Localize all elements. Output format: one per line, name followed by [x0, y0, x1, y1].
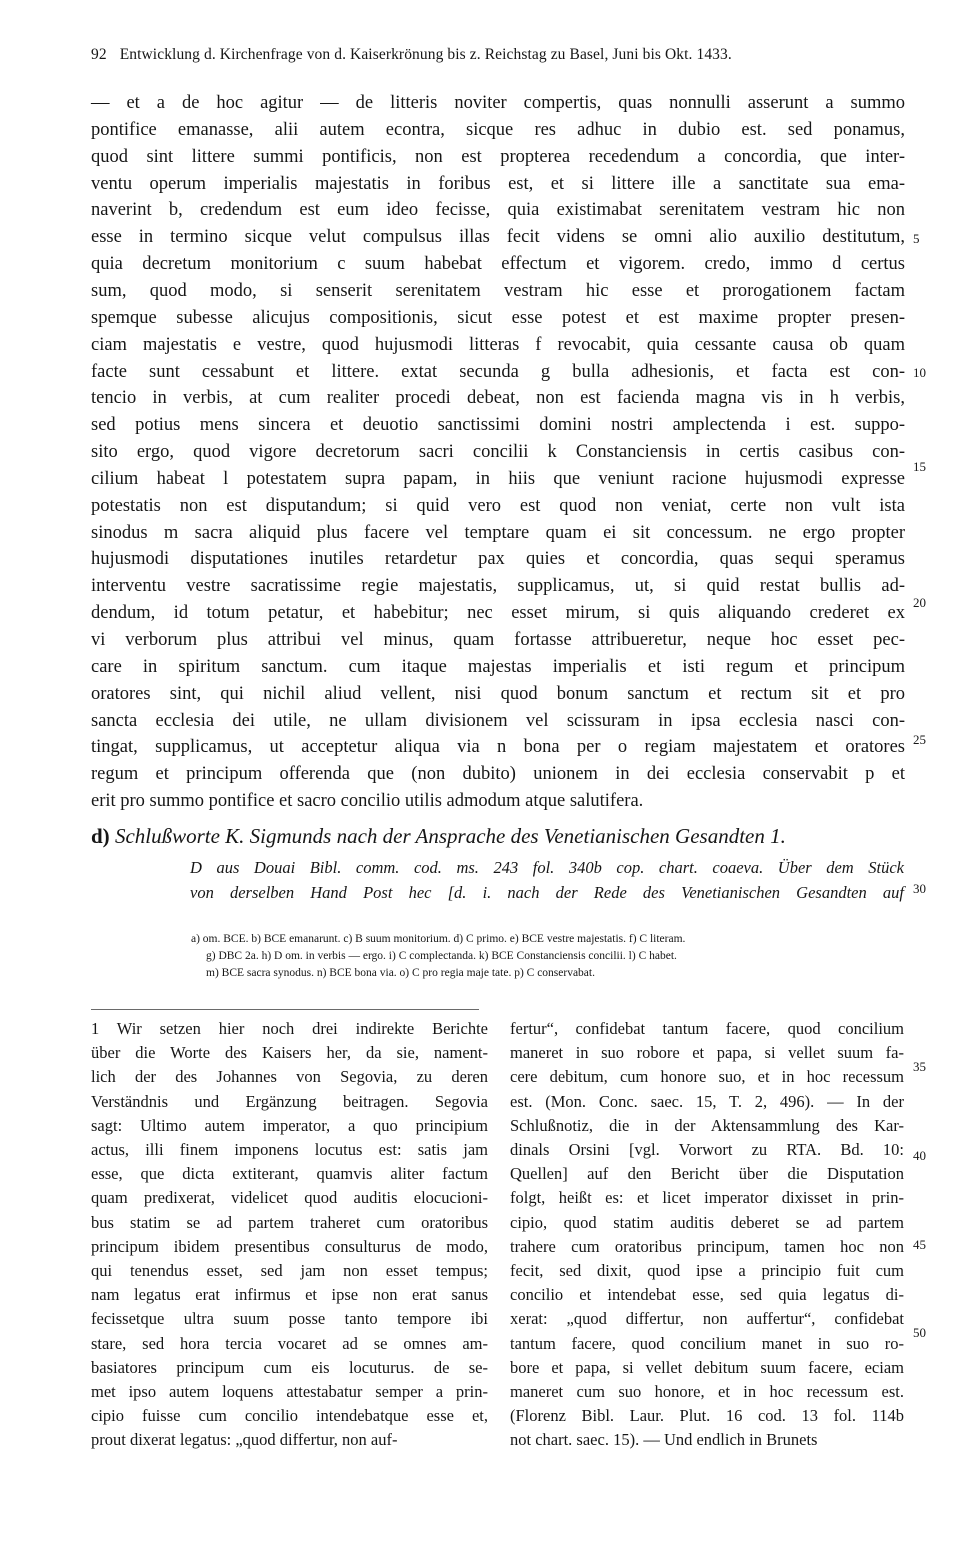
line-number: 40	[913, 1148, 926, 1163]
text-line: ventu operum imperialis majestatis in foribus est, et si littere ille a sanctitate sua ema-	[91, 173, 905, 194]
footnote-line: est. (Mon. Conc. saec. 15, T. 2, 496). — In der	[510, 1091, 904, 1111]
line-number: 10	[913, 365, 926, 380]
footnote-line: lich der des Johannes von Segovia, zu deren	[91, 1067, 488, 1087]
footnote-line: cipio fuisse cum concilio intendebatque esse et,	[91, 1406, 488, 1426]
text-line: spemque subesse alicujus compositionis, sicut esse potest et est maxime propter presen-	[91, 307, 905, 328]
footnote-line: dinals Orsini [vgl. Vorwort zu RTA. Bd. 10:	[510, 1140, 904, 1159]
footnote-line: Verständnis und Ergänzung beitragen. Segovia	[91, 1091, 488, 1111]
text-line: quia decretum monitorium c suum habebat effectum et vigorem. credo, immo d certus	[91, 254, 905, 275]
source-line: von derselben Hand Post hec [d. i. nach der Rede des Venetianischen Gesandten auf	[190, 883, 904, 902]
footnote-line: (Florenz Bibl. Laur. Plut. 16 cod. 13 fol. 114b	[510, 1406, 904, 1426]
text-line: cilium habeat l potestatem supra papam, in hiis que veniunt racione hujusmodi expresse	[91, 468, 905, 489]
footnote-line: bore et papa, si vellet debitum suum facere, eciam	[510, 1357, 904, 1377]
footnote-line: fertur“, confidebat tantum facere, quod concilium	[510, 1019, 904, 1038]
variant-line: a) om. BCE. b) BCE emanarunt. c) B suum monitorium. d) C primo. e) BCE vestre majestatis. f) C literam.	[191, 933, 686, 945]
footnote-line: über die Worte des Kaisers her, da sie, nament-	[91, 1043, 488, 1063]
footnote-line: nam legatus erat infirmus et ipse non erat sanus	[91, 1285, 488, 1305]
line-number: 45	[913, 1237, 926, 1252]
footnote-line: fecit, sed dixit, quod ipse a principio fuit cum	[510, 1261, 904, 1280]
footnote-line: qui tenendus esset, sed jam non esset tempus;	[91, 1261, 488, 1280]
footnote-line: basiatores principum cum eis locuturus. de se-	[91, 1357, 488, 1377]
footnote-line: met ipso autem loquens attestabatur semper a prin-	[91, 1382, 488, 1401]
footnote-line: 1 Wir setzen hier noch drei indirekte Berichte	[91, 1019, 488, 1038]
footnote-line: maneret cum suo honore, et in hoc recessum est.	[510, 1382, 904, 1401]
text-line: sum, quod modo, si senserit serenitatem vestram hic esse et prorogationem factam	[91, 280, 905, 301]
line-number: 50	[913, 1325, 926, 1340]
footnote-line: principum ibidem presentibus consulturus de modo,	[91, 1236, 488, 1256]
running-title: Entwicklung d. Kirchenfrage von d. Kaiserkrönung bis z. Reichstag zu Basel, Juni bis Okt. 1433.	[119, 46, 732, 63]
footnote-line: esse, que dicta extiterant, quamvis aliter factum	[91, 1164, 488, 1184]
line-number: 35	[913, 1059, 926, 1074]
text-line: quod sint littere summi pontificis, non est propterea recedendum a concordia, que inter-	[91, 146, 905, 167]
footnote-line: bus statim se ad partem traheret cum oratoribus	[91, 1212, 488, 1232]
line-number: 30	[913, 881, 926, 896]
footnote-line: trahere cum oratoribus principum, tamen hoc non	[510, 1236, 904, 1256]
footnote-line: concilio et intendebat esse, sed quia legatus di-	[510, 1285, 904, 1305]
text-line: oratores sint, qui nichil aliud vellent, nisi quod bonum sanctum et rectum sit et pro	[91, 683, 905, 704]
footnote-divider	[91, 1009, 479, 1010]
section-letter: d)	[91, 824, 110, 848]
line-number: 15	[913, 459, 926, 474]
text-line: regum et principum offerenda que (non dubito) unionem in dei ecclesia conservabit p et	[91, 764, 905, 785]
line-number: 25	[913, 732, 926, 747]
text-line: naverint b, credendum est eum ideo fecisse, quia existimabat serenitatem vestram hic non	[91, 200, 905, 221]
footnote-line: actus, illi finem imponens locutus est: satis jam	[91, 1140, 488, 1159]
text-line: sito ergo, quod vigore decretorum sacri concilii k Constanciensis in certis casibus con-	[91, 442, 905, 463]
line-number: 20	[913, 595, 926, 610]
text-line: potestatis non est disputandum; si quid vero est quod non veniat, certe non vult ista	[91, 495, 905, 516]
variant-line: m) BCE sacra synodus. n) BCE bona via. o) C pro regia maje tate. p) C conservabat.	[206, 967, 595, 979]
footnote-line: maneret in suo robore et papa, si vellet suum fa-	[510, 1043, 904, 1063]
text-line: pontifice emanasse, alii autem econtra, sicque res adhuc in dubio est. sed ponamus,	[91, 119, 905, 140]
section-heading	[91, 824, 786, 849]
running-header	[91, 46, 881, 64]
text-line: tencio in verbis, at cum realiter procedi debeat, non est facienda magna vis in h verbis,	[91, 388, 905, 409]
variant-line: g) DBC 2a. h) D om. in verbis — ergo. i) C complectanda. k) BCE Constanciensis concilii. l) C habet.	[206, 950, 677, 962]
footnote-line: cipio, quod statim auditis deberet se ad partem	[510, 1212, 904, 1232]
footnote-line: Quellen] auf den Bericht über die Disputation	[510, 1164, 904, 1184]
footnote-line: fecissetque ultra suum posse tanto tempore ibi	[91, 1309, 488, 1329]
text-line: hujusmodi disputationes inutiles retardetur pax quies et concordia, quas sequi speramus	[91, 549, 905, 570]
text-line: — et a de hoc agitur — de litteris noviter compertis, quas nonnulli asserunt a summo	[91, 93, 905, 113]
text-line: esse in termino sicque velut compulsus illas fecit videns se omni alio auxilio destitutum,	[91, 227, 905, 248]
text-line: erit pro summo pontifice et sacro concilio utilis admodum atque salutifera.	[91, 791, 644, 812]
text-line: ciam majestatis e vestre, quod hujusmodi litteras f revocabit, quia cessante causa ob quam	[91, 334, 905, 355]
section-title: Schlußworte K. Sigmunds nach der Ansprache des Venetianischen Gesandten 1.	[114, 824, 786, 848]
footnote-line: cere debitum, cum honore suo, et in hoc recessum	[510, 1067, 904, 1087]
footnote-line: sagt: Ultimo autem imperator, a quo principium	[91, 1115, 488, 1135]
footnote-line: quam predixerat, videlicet quod auditis elocucioni-	[91, 1188, 488, 1208]
text-line: sed potius mens sincera et deuotio sanctissimi domini nostri amplectenda i est. suppo-	[91, 415, 905, 436]
text-line: tingat, supplicamus, ut acceptetur aliqua via n bona per o regiam majestatem et oratores	[91, 737, 905, 758]
text-line: sinodus m sacra aliquid plus facere vel temptare quam ei sit concessum. ne ergo propter	[91, 522, 905, 543]
footnote-line: not chart. saec. 15). — Und endlich in Brunets	[510, 1430, 818, 1450]
footnote-line: xerat: „quod differtur, non auffertur“, confidebat	[510, 1309, 904, 1329]
text-line: care in spiritum sanctum. cum itaque majestas imperialis et isti regum et principum	[91, 656, 905, 677]
footnote-line: prout dixerat legatus: „quod differtur, non auf-	[91, 1430, 398, 1450]
text-line: vi verborum plus attribui vel minus, quam fortasse attribueretur, neque hoc esset pec-	[91, 630, 905, 650]
text-line: sancta ecclesia dei utile, ne ullam divisionem vel scissuram in ipsa ecclesia nasci con-	[91, 710, 905, 731]
page-number: 92	[91, 46, 107, 63]
footnote-line: stare, sed hora tercia vocaret ad se omnes am-	[91, 1333, 488, 1353]
text-line: facte sunt cessabunt et littere. extat secunda g bulla adhesionis, et facta est con-	[91, 361, 905, 382]
footnote-line: folgt, heißt es: et licet imperator dixisset in prin-	[510, 1188, 904, 1208]
source-line: D aus Douai Bibl. comm. cod. ms. 243 fol. 340b cop. chart. coaeva. Über dem Stück	[190, 858, 904, 877]
footnote-line: tantum facere, quod concilium manet in suo ro-	[510, 1333, 904, 1353]
text-line: interventu vestre sacratissime regie majestatis, supplicamus, ut, si quid restat bullis ad-	[91, 576, 905, 597]
text-line: dendum, id totum petatur, et habebitur; nec esset mirum, si quis aliquando crederet ex	[91, 603, 905, 624]
line-number: 5	[913, 231, 920, 246]
footnote-line: Schlußnotiz, die in der Aktensammlung des Kar-	[510, 1115, 904, 1135]
